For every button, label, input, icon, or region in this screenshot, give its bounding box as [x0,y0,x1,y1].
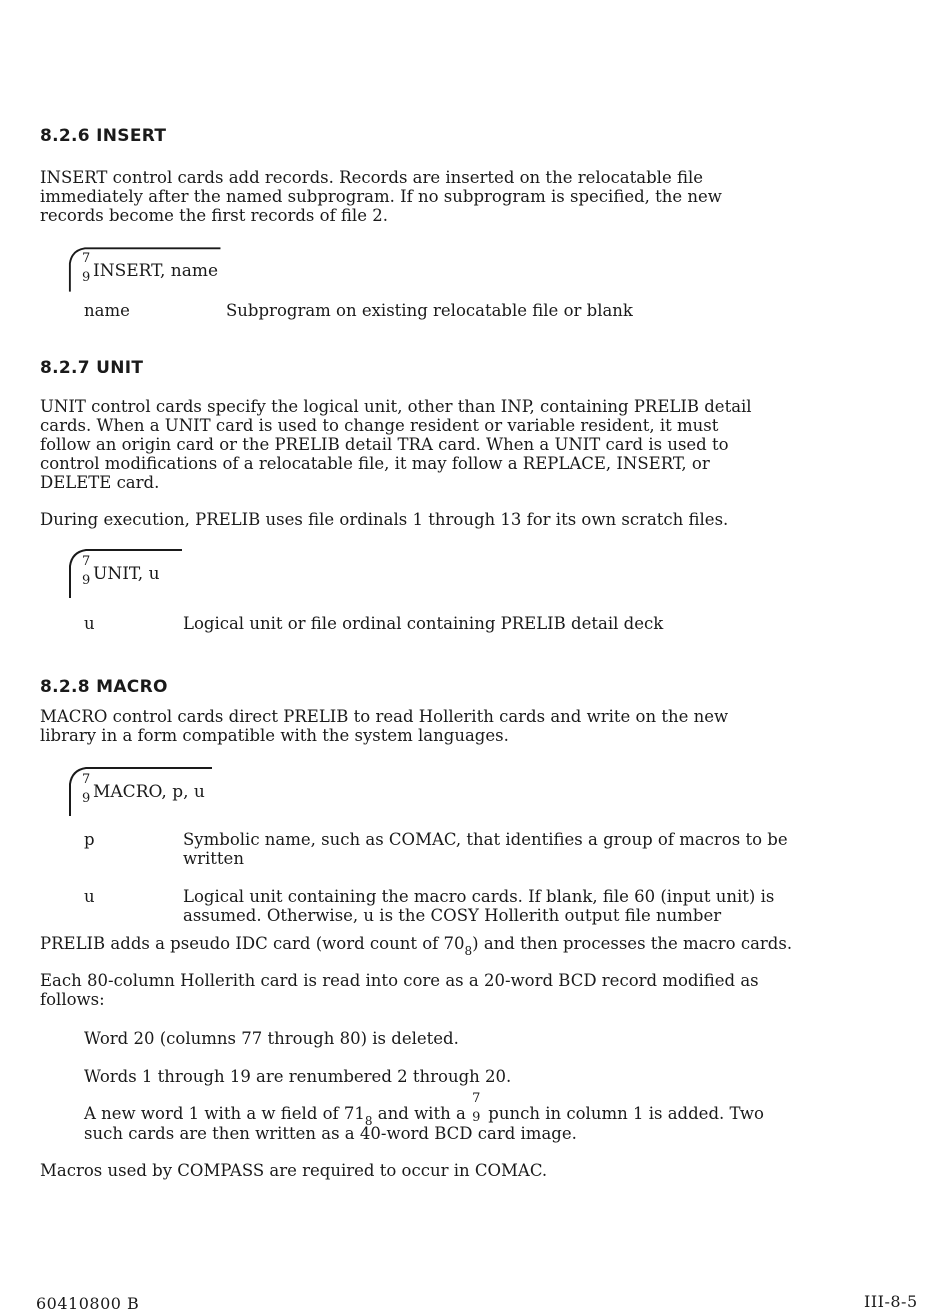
punch-7: 7 [82,772,91,787]
punch-7: 7 [82,251,91,266]
word20-item: Word 20 (columns 77 through 80) is deleted. [84,1029,459,1048]
punch-9: 9 [82,791,91,806]
punch-9: 9 [82,573,91,588]
footer-doc-number: 60410800 B [36,1294,140,1313]
card-text: INSERT, name [93,261,219,281]
param-name: u [84,887,95,906]
insert-paragraph: INSERT control cards add records. Records are inserted on the relocatable file immediately after the named subprogram. If no subprogram is specified, the new records become the first records of file 2. [40,168,722,225]
section-heading-insert: 8.2.6 INSERT [40,126,167,146]
control-card-macro [68,766,218,818]
param-desc: Subprogram on existing relocatable file or blank [226,301,633,320]
section-heading-macro: 8.2.8 MACRO [40,677,168,697]
unit-paragraph: UNIT control cards specify the logical unit, other than INP, containing PRELIB detail cards. When a UNIT card is used to change resident or variable resident, it must follow an origin card or the PRELIB detail TRA card. When a UNIT card is used to control modifications of a relocatable file, it may follow a REPLACE, INSERT, or DELETE card. [40,397,752,492]
punch-9: 9 [82,270,91,285]
param-name: p [84,830,95,849]
stacked-punch: 7 9 [472,1091,481,1125]
footer-page-number: III-8-5 [864,1292,918,1311]
control-card-unit [68,548,188,600]
macros-line: Macros used by COMPASS are required to occur in COMAC. [40,1161,548,1180]
param-desc: Logical unit or file ordinal containing PRELIB detail deck [183,614,664,633]
new-word-line: A new word 1 with a w field of $71_8$ and with a 7 9 punch in column 1 is added. Two [84,1091,764,1128]
card-text: UNIT, u [93,564,160,584]
control-card-insert [68,245,238,295]
param-name: name [84,301,130,320]
macro-paragraph: MACRO control cards direct PRELIB to read Hollerith cards and write on the new library in a form compatible with the system languages. [40,707,729,745]
new-word-line-2: such cards are then written as a 40-word BCD card image. [84,1124,577,1143]
unit-paragraph-2: During execution, PRELIB uses file ordinals 1 through 13 for its own scratch files. [40,510,729,529]
card-text: MACRO, p, u [93,782,205,802]
param-name: u [84,614,95,633]
param-desc: Symbolic name, such as COMAC, that identifies a group of macros to be written [183,830,788,868]
each-card-paragraph: Each 80-column Hollerith card is read into core as a 20-word BCD record modified as follows: [40,971,759,1009]
punch-7: 7 [82,554,91,569]
section-heading-unit: 8.2.7 UNIT [40,358,144,378]
prelib-pseudo-line: PRELIB adds a pseudo IDC card (word count of $70_8$) and then processes the macro cards. [40,934,793,958]
words1to19-item: Words 1 through 19 are renumbered 2 through 20. [84,1067,512,1086]
param-desc: Logical unit containing the macro cards. If blank, file 60 (input unit) is assumed. Otherwise, u is the COSY Hollerith output file number [183,887,775,925]
